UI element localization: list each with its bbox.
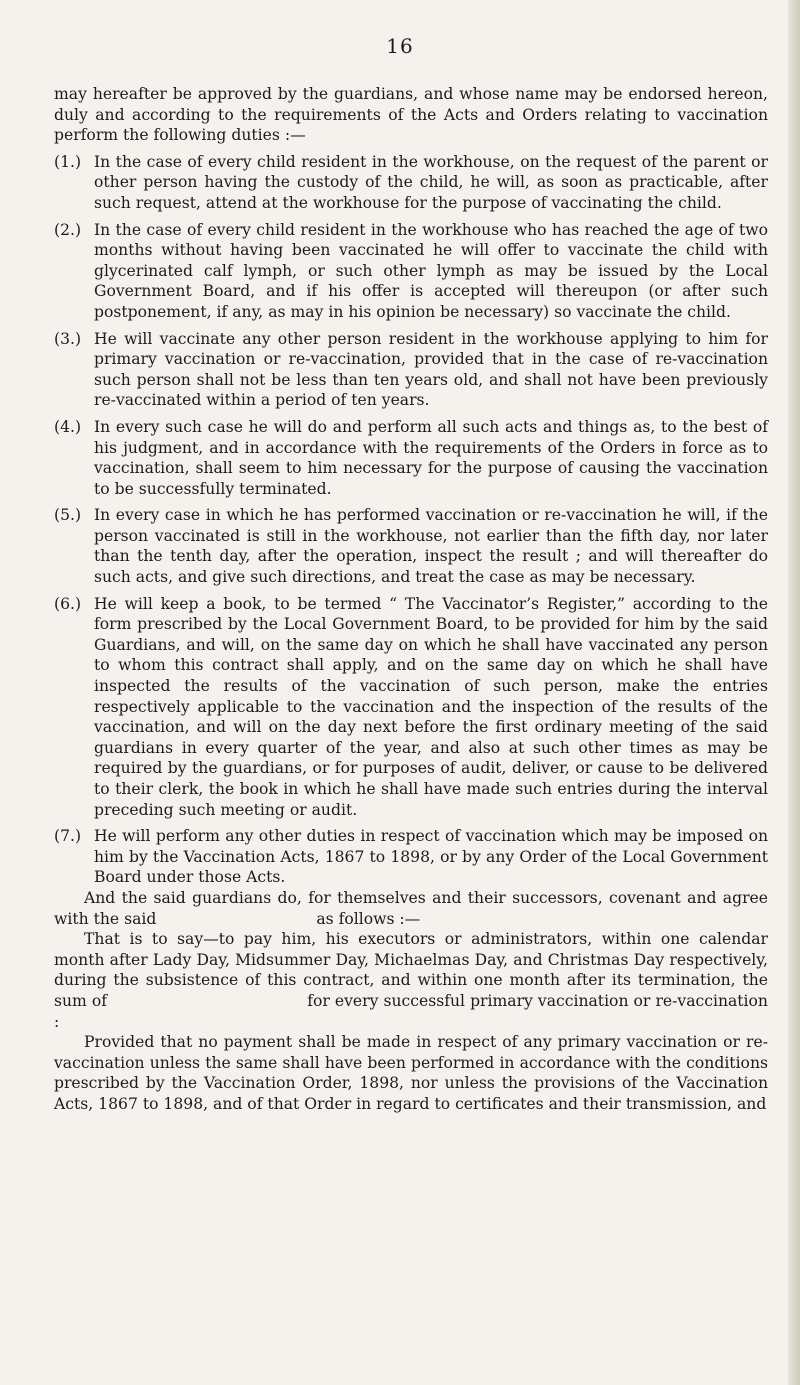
duty-text: In every such case he will do and perform all such acts and things as, to the best of his judgment, and in accordance with the requirements of the Orders in force as to vaccination, shall seem to him necessary for the purpose of causing the vaccination to be successfully terminated. bbox=[94, 417, 768, 498]
covenant-paragraph bbox=[54, 888, 768, 929]
covenant-lead: And the said guardians do, for themselves and their successors, covenant and agree with the said bbox=[54, 888, 768, 928]
payment-lead: That is to say—to pay him, his executors or administrators, within one calendar month after Lady Day, Midsummer Day, Michaelmas Day, and Christmas Day respectively, during the subsistence of this contract, and within one month after its termination, the sum of bbox=[54, 930, 768, 1010]
duty-number: (4.) bbox=[54, 417, 82, 436]
payment-paragraph bbox=[54, 929, 768, 1032]
duty-text: He will perform any other duties in respect of vaccination which may be imposed on him by the Vaccination Acts, 1867 to 1898, or by any Order of the Local Government Board under those Acts. bbox=[94, 827, 768, 887]
duty-item-4 bbox=[54, 417, 768, 499]
document-body bbox=[54, 84, 768, 1115]
proviso-paragraph: Provided that no payment shall be made in respect of any primary vaccination or re-vaccination unless the same shall have been performed in accordance with the conditions prescribed by the Vaccination Order, 1898, nor unless the provisions of the Vaccination Acts, 1867 to 1898, and of that Order in regard to certificates and their transmission, and bbox=[54, 1033, 768, 1113]
duty-number: (3.) bbox=[54, 329, 82, 348]
duty-item-6 bbox=[54, 594, 768, 821]
duty-item-1 bbox=[54, 152, 768, 214]
covenant-tail: as follows :— bbox=[316, 909, 421, 928]
duty-number: (6.) bbox=[54, 594, 82, 613]
duty-item-3 bbox=[54, 329, 768, 411]
duty-item-5 bbox=[54, 505, 768, 587]
payment-for: for bbox=[307, 991, 330, 1010]
duty-text: In the case of every child resident in the workhouse, on the request of the parent or other person having the custody of the child, he will, as soon as practicable, after such request, attend at the workhouse for the purpose of vaccinating the child. bbox=[94, 152, 768, 212]
page-edge bbox=[788, 0, 800, 1385]
duty-number: (1.) bbox=[54, 152, 82, 171]
duty-number: (7.) bbox=[54, 827, 82, 846]
duty-item-7 bbox=[54, 826, 768, 888]
duty-number: (5.) bbox=[54, 506, 82, 525]
duty-number: (2.) bbox=[54, 220, 82, 239]
duty-text: In every case in which he has performed vaccination or re-vaccination he will, if the person vaccinated is still in the workhouse, not earlier than the fifth day, nor later than the tenth day, after the operation, inspect the result ; and will thereafter do such acts, and give such directions, and treat the case as may be necessary. bbox=[94, 506, 768, 587]
intro-paragraph: may hereafter be approved by the guardians, and whose name may be endorsed hereon, duly and according to the requirements of the Acts and Orders relating to vaccination perform the following duties :— bbox=[54, 85, 768, 145]
page-number: 16 bbox=[386, 34, 414, 58]
duty-text: He will keep a book, to be termed “ The Vaccinator’s Register,” according to the form prescribed by the Local Government Board, to be provided for him by the said Guardians, and will, on the same day on which he shall have vaccinated any person to whom this contract shall apply, and on the same day on which he shall have inspected the results of the vaccination of such person, make the entries respectively applicable to the vaccination and the inspection of the results of the vaccination, and will on the day next before the first ordinary meeting of the said guardians in every quarter of the year, and also at such other times as may be required by the guardians, or for purposes of audit, deliver, or cause to be delivered to their clerk, the book in which he shall have made such entries during the interval preceding such meeting or audit. bbox=[94, 594, 768, 819]
duty-text: In the case of every child resident in the workhouse who has reached the age of two months without having been vaccinated he will offer to vaccinate the child with glycerinated calf lymph, or such other lymph as may be issued by the Local Government Board, and if his offer is accepted will thereupon (or after such postponement, if any, as may in his opinion be necessary) so vaccinate the child. bbox=[94, 220, 768, 321]
duty-text: He will vaccinate any other person resident in the workhouse applying to him for primary vaccination or re-vaccination, provided that in the case of re-vaccination such person shall not be less than ten years old, and shall not have been previously re-vaccinated within a period of ten years. bbox=[94, 329, 768, 410]
duty-item-2 bbox=[54, 220, 768, 323]
payment-tail: every successful primary vaccination or re-vaccination : bbox=[54, 991, 768, 1031]
